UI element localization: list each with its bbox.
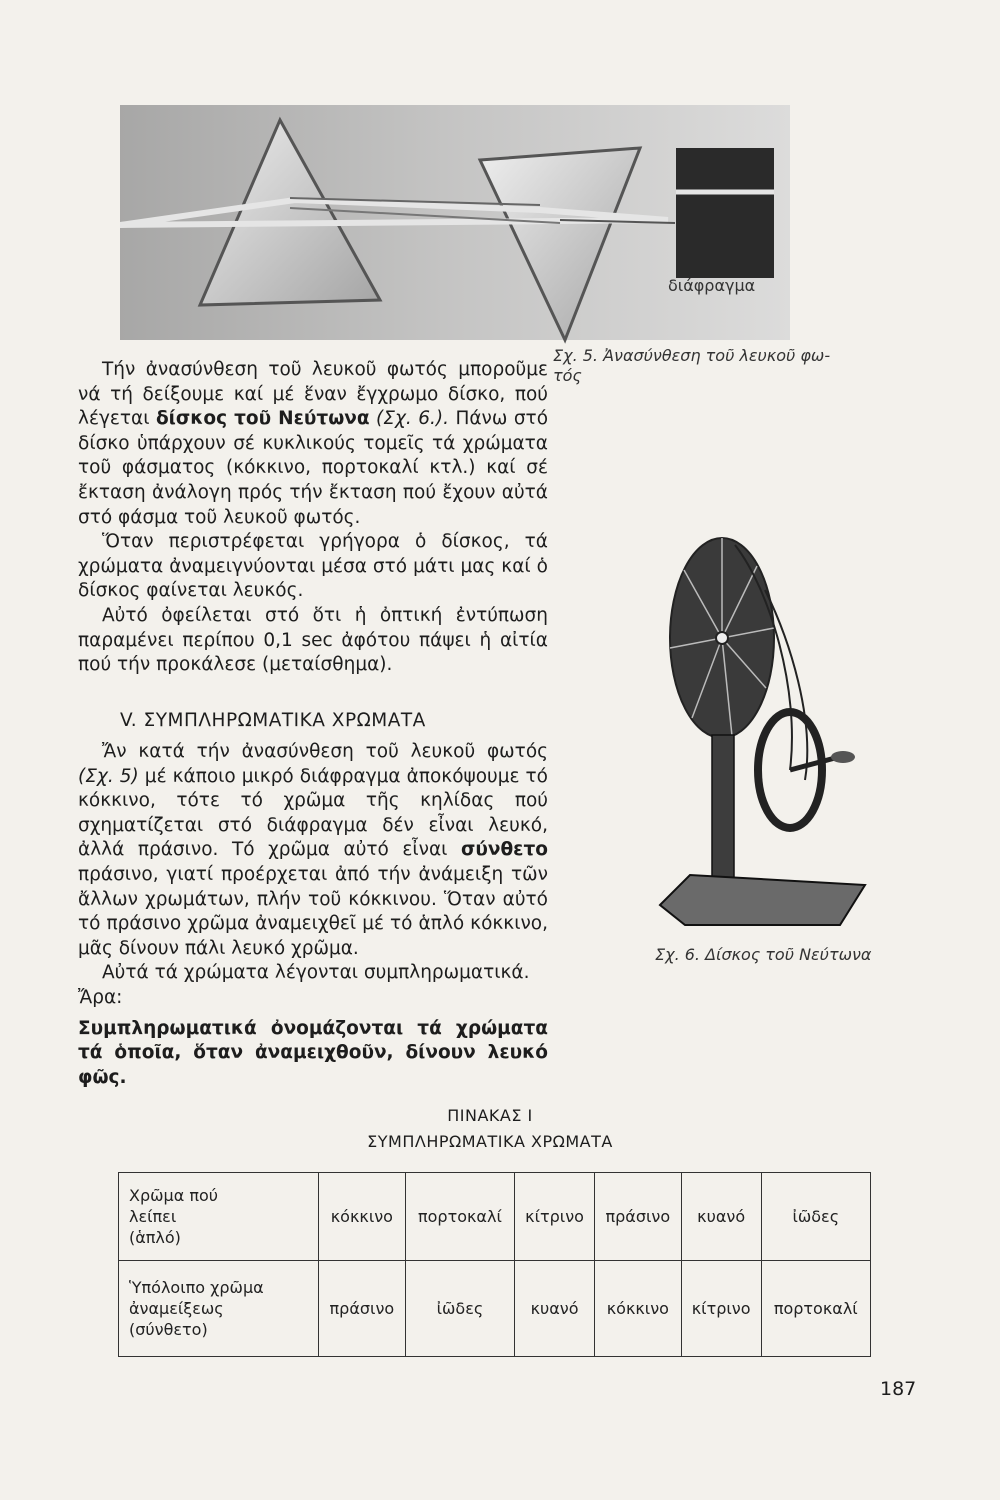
figure-6-caption: Σχ. 6. Δίσκος τοῦ Νεύτωνα bbox=[655, 945, 872, 964]
diaphragm-label: διάφραγμα bbox=[668, 276, 756, 295]
term-newton-disk: δίσκος τοῦ Νεύτωνα bbox=[155, 408, 370, 430]
table-caption-title: ΣΥΜΠΛΗΡΩΜΑΤΙΚΑ ΧΡΩΜΑΤΑ bbox=[367, 1132, 613, 1151]
text-span: μέ κάποιο μικρό διάφραγμα ἀποκόψουμε τό κόκκινο, τότε τό χρῶμα τῆς κηλίδας πού σχηματίζεται στό διάφραγμα δέν εἶναι λευκό, ἀλλά πράσινο. Τό χρῶμα αὐτό εἶναι bbox=[78, 765, 548, 861]
text-span: Τήν ἀνασύνθεση τοῦ λευκοῦ φωτός μποροῦμε νά τή δείξουμε καί μέ ἕναν ἔγχρωμο δίσκο, πού λέγεται bbox=[78, 359, 548, 430]
row-header-missing: Χρῶμα πού λείπει (ἁπλό) bbox=[119, 1173, 319, 1261]
table-cell: ἰῶδες bbox=[761, 1173, 870, 1261]
page-number: 187 bbox=[880, 1378, 917, 1400]
table-cell: κίτρινο bbox=[515, 1173, 595, 1261]
figure-5-prisms bbox=[120, 100, 790, 345]
table-cell: κυανό bbox=[681, 1173, 761, 1261]
table-cell: κόκκινο bbox=[319, 1173, 406, 1261]
paragraph-definition-intro: Αὐτά τά χρώματα λέγονται συμπληρωματικά. bbox=[102, 962, 530, 984]
paragraph-afterimage: Αὐτό ὀφείλεται στό ὅτι ἡ ὀπτική ἐντύπωση παραμένει περίπου 0,1 sec ἀφότου πάψει ἡ αἰτία πού τήν προκάλεσε (μεταίσθημα). bbox=[78, 604, 548, 676]
table-cell: ἰῶδες bbox=[405, 1261, 514, 1357]
text-span: πράσινο, γιατί προέρχεται ἀπό τήν ἀνάμειξη τῶν ἄλλων χρωμάτων, πλήν τοῦ κόκκινου. Ὅταν αὐτό τό πράσινο χρῶμα ἀναμειχθεῖ μέ τό ἁπλό κόκκινο, μᾶς δίνουν πάλι λευκό χρῶμα. bbox=[78, 863, 548, 959]
figure-ref: (Σχ. 5) bbox=[78, 765, 139, 787]
table-row bbox=[119, 1173, 871, 1261]
table-cell: πορτοκαλί bbox=[405, 1173, 514, 1261]
newton-disk-illustration bbox=[640, 530, 890, 940]
term-composite: σύνθετο bbox=[460, 839, 548, 861]
paragraph-therefore: Ἄρα: bbox=[78, 986, 123, 1008]
figure-ref: (Σχ. 6.). bbox=[369, 408, 449, 430]
table-cell: πράσινο bbox=[319, 1261, 406, 1357]
complementary-colors-table bbox=[118, 1172, 871, 1357]
text-span: Πάνω στό δίσκο ὑπάρχουν σέ κυκλικούς τομεῖς τά χρώματα τοῦ φάσματος (κόκκινο, πορτοκαλί κτλ.) καί σέ ἔκταση ἀνάλογη πρός τήν ἔκταση πού ἔχουν αὐτά στό φάσμα τοῦ λευκοῦ φωτός. bbox=[78, 408, 549, 528]
figure-6-newton-disk bbox=[640, 530, 890, 940]
table-cell: κυανό bbox=[515, 1261, 595, 1357]
figure-5-caption: Σχ. 5. Ἀνασύνθεση τοῦ λευκοῦ φω- τός bbox=[553, 346, 831, 385]
paragraph-rotation: Ὅταν περιστρέφεται γρήγορα ὁ δίσκος, τά χρώματα ἀναμειγνύονται μέσα στό μάτι μας καί ὁ δίσκος φαίνεται λευκός. bbox=[78, 531, 548, 602]
text-span: Ἄν κατά τήν ἀνασύνθεση τοῦ λευκοῦ φωτός bbox=[102, 741, 548, 762]
table-cell: πράσινο bbox=[594, 1173, 681, 1261]
paragraph-newton-disk bbox=[78, 358, 548, 678]
definition-bold: Συμπληρωματικά ὀνομάζονται τά χρώματα τά ὁποῖα, ὅταν ἀναμειχθοῦν, δίνουν λευκό φῶς. bbox=[78, 1017, 548, 1088]
paragraph-complementary bbox=[78, 740, 548, 1090]
table-cell: πορτοκαλί bbox=[761, 1261, 870, 1357]
row-header-remaining: Ὑπόλοιπο χρῶμα ἀναμείξεως (σύνθετο) bbox=[119, 1261, 319, 1357]
section-heading: V. ΣΥΜΠΛΗΡΩΜΑΤΙΚΑ ΧΡΩΜΑΤΑ bbox=[120, 710, 426, 731]
table-cell: κίτρινο bbox=[681, 1261, 761, 1357]
prism-recombination-illustration bbox=[120, 100, 790, 345]
table-row bbox=[119, 1261, 871, 1357]
table-caption-number: ΠΙΝΑΚΑΣ Ι bbox=[447, 1106, 533, 1125]
table-cell: κόκκινο bbox=[594, 1261, 681, 1357]
